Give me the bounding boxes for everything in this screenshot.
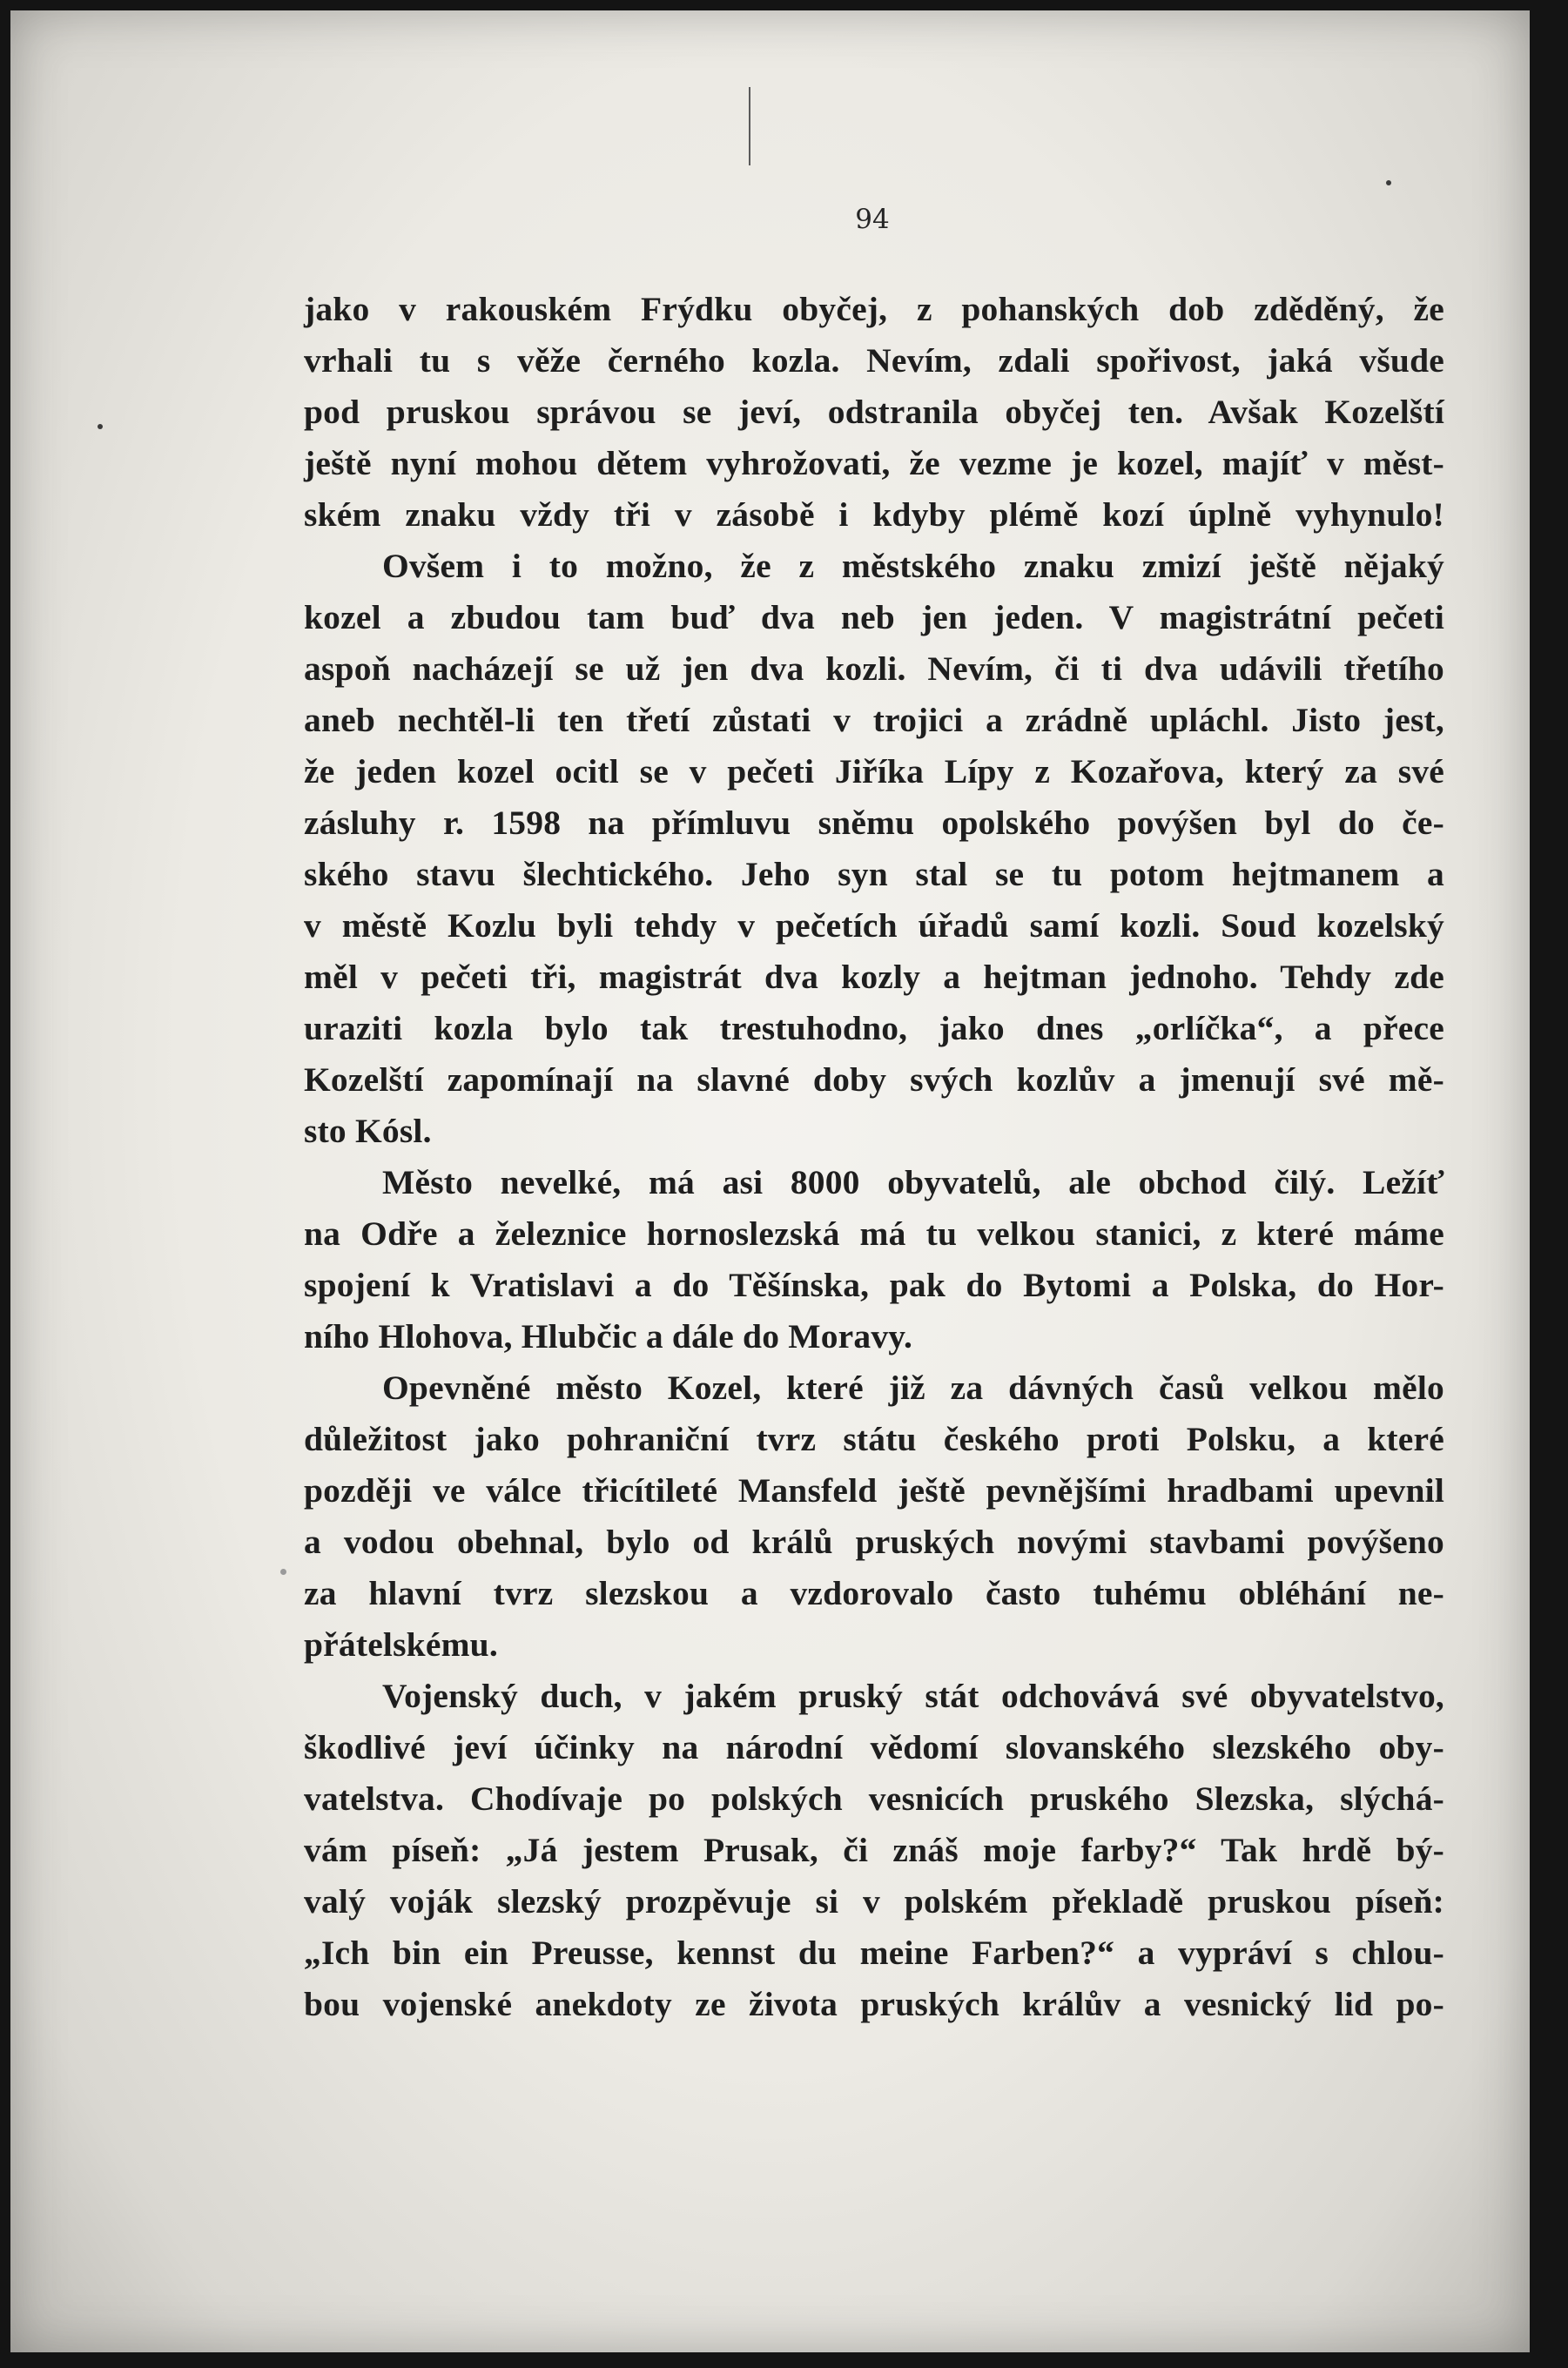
- text-line: vám píseň: „Já jestem Prusak, či znáš moje farby?“ Tak hrdě bý-: [304, 1831, 1444, 1869]
- text-line: Vojenský duch, v jakém pruský stát odchovává své obyvatelstvo,: [382, 1677, 1444, 1715]
- text-line: důležitost jako pohraniční tvrz státu českého proti Polsku, a které: [304, 1420, 1444, 1458]
- text-line: Město nevelké, má asi 8000 obyvatelů, ale obchod čilý. Ležíť: [382, 1163, 1444, 1201]
- text-line: Kozelští zapomínají na slavné doby svých kozlův a jmenují své mě-: [304, 1060, 1444, 1099]
- text-line: vatelstva. Chodívaje po polských vesnicích pruského Slezska, slýchá-: [304, 1779, 1444, 1818]
- paragraph: [304, 1362, 1444, 1671]
- text-line: ještě nyní mohou dětem vyhrožovati, že vezme je kozel, majíť v měst-: [304, 444, 1444, 482]
- text-line: spojení k Vratislavi a do Těšínska, pak do Bytomi a Polska, do Hor-: [304, 1266, 1444, 1304]
- scan-artifact-speck: [1386, 180, 1391, 185]
- text-line: ského stavu šlechtického. Jeho syn stal se tu potom hejtmanem a: [304, 855, 1444, 893]
- text-line: v městě Kozlu byli tehdy v pečetích úřadů samí kozli. Soud kozelský: [304, 906, 1444, 945]
- text-line: přátelskému.: [304, 1625, 498, 1664]
- scan-artifact-speck: [280, 1569, 286, 1575]
- text-line: jako v rakouském Frýdku obyčej, z pohanských dob zděděný, že: [304, 290, 1444, 328]
- paragraph: [304, 541, 1444, 1157]
- paragraph: [304, 284, 1444, 541]
- paragraph: [304, 1157, 1444, 1362]
- text-line: škodlivé jeví účinky na národní vědomí slovanského slezského oby-: [304, 1728, 1444, 1766]
- text-line: Ovšem i to možno, že z městského znaku zmizí ještě nějaký: [382, 547, 1444, 585]
- text-line: později ve válce třicítileté Mansfeld ještě pevnějšími hradbami upevnil: [304, 1471, 1444, 1510]
- page-number: 94: [855, 204, 890, 235]
- text-line: uraziti kozla bylo tak trestuhodno, jako dnes „orlíčka“, a přece: [304, 1009, 1444, 1047]
- text-line: aspoň nacházejí se už jen dva kozli. Nevím, či ti dva udávili třetího: [304, 649, 1444, 688]
- text-line: bou vojenské anekdoty ze života pruských králův a vesnický lid po-: [304, 1985, 1444, 2023]
- scan-artifact-line: [749, 87, 750, 165]
- book-page: [10, 10, 1530, 2352]
- text-line: valý voják slezský prozpěvuje si v polském překladě pruskou píseň:: [304, 1882, 1444, 1921]
- text-line: že jeden kozel ocitl se v pečeti Jiříka Lípy z Kozařova, který za své: [304, 752, 1444, 790]
- text-line: „Ich bin ein Preusse, kennst du meine Farben?“ a vypráví s chlou-: [304, 1934, 1444, 1972]
- text-line: sto Kósl.: [304, 1112, 432, 1150]
- scan-artifact-speck: [98, 424, 103, 429]
- text-line: za hlavní tvrz slezskou a vzdorovalo často tuhému obléhání ne-: [304, 1574, 1444, 1612]
- text-line: aneb nechtěl-li ten třetí zůstati v trojici a zrádně upláchl. Jisto jest,: [304, 701, 1444, 739]
- paragraph: [304, 1671, 1444, 2030]
- text-line: pod pruskou správou se jeví, odstranila obyčej ten. Avšak Kozelští: [304, 393, 1444, 431]
- text-line: ního Hlohova, Hlubčic a dále do Moravy.: [304, 1317, 913, 1356]
- text-line: na Odře a železnice hornoslezská má tu velkou stanici, z které máme: [304, 1214, 1444, 1253]
- text-line: a vodou obehnal, bylo od králů pruských novými stavbami povýšeno: [304, 1523, 1444, 1561]
- text-line: zásluhy r. 1598 na přímluvu sněmu opolského povýšen byl do če-: [304, 804, 1444, 842]
- text-line: ském znaku vždy tři v zásobě i kdyby plémě kozí úplně vyhynulo!: [304, 495, 1444, 534]
- text-line: kozel a zbudou tam buď dva neb jen jeden. V magistrátní pečeti: [304, 598, 1444, 636]
- text-line: Opevněné město Kozel, které již za dávných časů velkou mělo: [382, 1369, 1444, 1407]
- body-text: [304, 284, 1444, 2030]
- text-line: měl v pečeti tři, magistrát dva kozly a hejtman jednoho. Tehdy zde: [304, 958, 1444, 996]
- text-line: vrhali tu s věže černého kozla. Nevím, zdali spořivost, jaká všude: [304, 341, 1444, 380]
